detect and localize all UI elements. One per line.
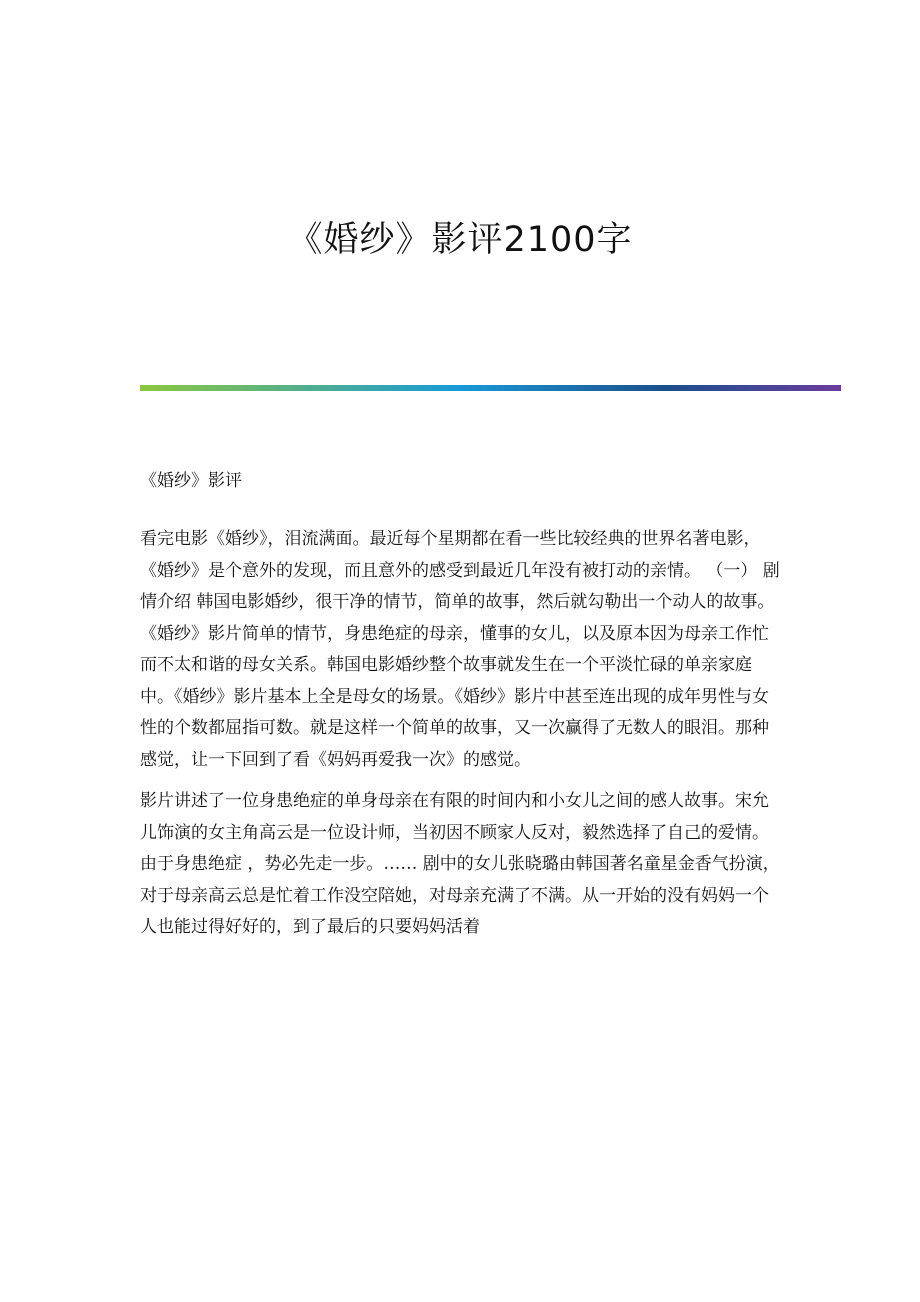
paragraph: 看完电影《婚纱》，泪流满面。最近每个星期都在看一些比较经典的世界名著电影，《婚纱》是个意外的发现，而且意外的感受到最近几年没有被打动的亲情。 （一） 剧情介绍 韩国电影婚纱，很干净的情节，简单的故事，然后就勾勒出一个动人的故事。《婚纱》影片简单的情节，身患绝症的母亲，懂事的女儿，以及原本因为母亲工作忙而不太和谐的母女关系。韩国电影婚纱整个故事就发生在一个平淡忙碌的单亲家庭中。《婚纱》影片基本上全是母女的场景。《婚纱》影片中甚至连出现的成年男性与女性的个数都屈指可数。就是这样一个简单的故事，又一次赢得了无数人的眼泪。那种感觉，让一下回到了看《妈妈再爱我一次》的感觉。 (140, 529, 780, 770)
document-title: 《婚纱》影评2100字 (287, 220, 633, 260)
gradient-divider (140, 385, 841, 391)
document-body (140, 466, 780, 954)
section-heading: 《婚纱》影评 (140, 471, 242, 491)
paragraph: 影片讲述了一位身患绝症的单身母亲在有限的时间内和小女儿之间的感人故事。宋允儿饰演的女主角高云是一位设计师，当初因不顾家人反对，毅然选择了自己的爱情。由于身患绝症 ，势必先走一步。…… 剧中的女儿张晓璐由韩国著名童星金香气扮演，对于母亲高云总是忙着工作没空陪她，对母亲充满了不满。从一开始的没有妈妈一个人也能过得好好的，到了最后的只要妈妈活着 (140, 791, 780, 937)
